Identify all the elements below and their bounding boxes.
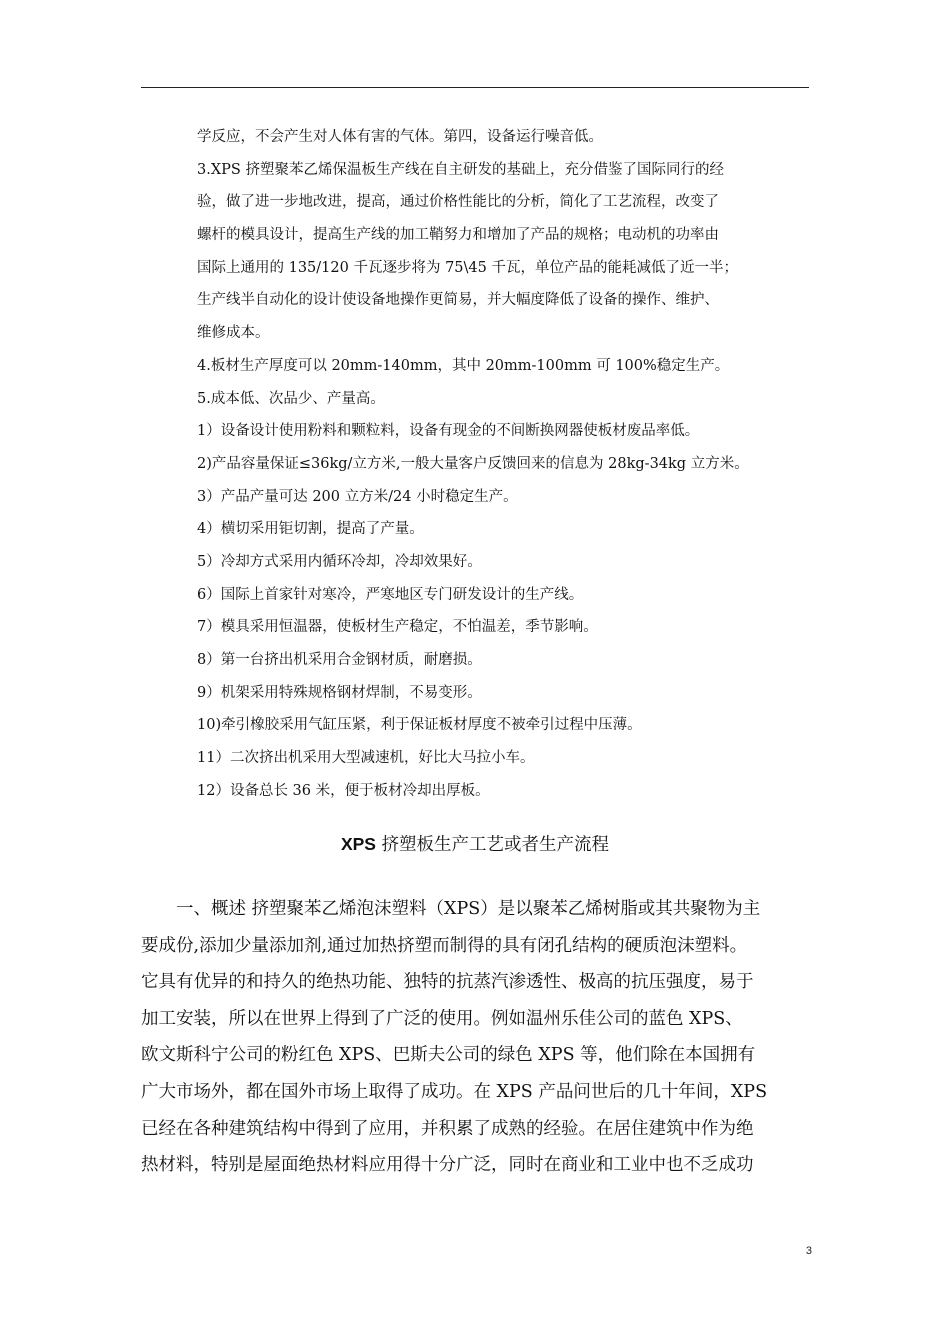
text-line: 国际上通用的 135/120 千瓦逐步将为 75\45 千瓦，单位产品的能耗减低了近一半； bbox=[197, 259, 738, 276]
text-line: 5.成本低、次品少、产量高。 bbox=[197, 390, 385, 407]
list-item: 1）设备设计使用粉料和颗粒料，设备有现金的不间断换网器使板材废品率低。 bbox=[197, 423, 700, 440]
list-item: 7）模具采用恒温器，使板材生产稳定，不怕温差，季节影响。 bbox=[197, 619, 598, 636]
list-item: 6）国际上首家针对寒冷，严寒地区专门研发设计的生产线。 bbox=[197, 586, 584, 603]
paragraph-line: 热材料，特别是屋面绝热材料应用得十分广泛，同时在商业和工业中也不乏成功 bbox=[141, 1155, 754, 1176]
section-title-text: 挤塑板生产工艺或者生产流程 bbox=[375, 835, 610, 855]
list-item: 12）设备总长 36 米，便于板材冷却出厚板。 bbox=[197, 782, 490, 799]
paragraph-line: 已经在各种建筑结构中得到了应用，并积累了成熟的经验。在居住建筑中作为绝 bbox=[141, 1118, 754, 1139]
text-line: 螺杆的模具设计，提高生产线的加工鞘努力和增加了产品的规格；电动机的功率由 bbox=[197, 227, 719, 244]
overview-paragraph bbox=[141, 891, 811, 1184]
paragraph-line: 广大市场外，都在国外市场上取得了成功。在 XPS 产品问世后的几十年间，XPS bbox=[141, 1081, 768, 1102]
list-item: 5）冷却方式采用内循环冷却，冷却效果好。 bbox=[197, 553, 482, 570]
text-line: 学反应，不会产生对人体有害的气体。第四，设备运行噪音低。 bbox=[197, 129, 603, 145]
text-line: 4.板材生产厚度可以 20mm-140mm，其中 20mm-100mm 可 100%稳定生产。 bbox=[197, 357, 730, 374]
section-title bbox=[0, 830, 950, 859]
text-line: 验，做了进一步地改进，提高，通过价格性能比的分析，简化了工艺流程，改变了 bbox=[197, 194, 719, 211]
page-number: 3 bbox=[805, 1245, 812, 1257]
paragraph-line: 它具有优异的和持久的绝热功能、独特的抗蒸汽渗透性、极高的抗压强度，易于 bbox=[141, 972, 754, 993]
paragraph-line: 一、概述 挤塑聚苯乙烯泡沫塑料（XPS）是以聚苯乙烯树脂或其共聚物为主 bbox=[176, 899, 761, 919]
paragraph-line: 加工安装，所以在世界上得到了广泛的使用。例如温州乐佳公司的蓝色 XPS、 bbox=[141, 1008, 743, 1029]
text-line: 维修成本。 bbox=[197, 325, 270, 342]
list-item: 9）机架采用特殊规格钢材焊制，不易变形。 bbox=[197, 684, 482, 701]
list-item: 11）二次挤出机采用大型减速机，好比大马拉小车。 bbox=[197, 750, 535, 767]
list-item: 4）横切采用钜切割，提高了产量。 bbox=[197, 521, 424, 538]
list-item: 3）产品产量可达 200 立方米/24 小时稳定生产。 bbox=[197, 488, 518, 505]
list-item: 10)牵引橡胶采用气缸压紧，利于保证板材厚度不被牵引过程中压薄。 bbox=[197, 717, 642, 734]
text-line: 生产线半自动化的设计使设备地操作更简易，并大幅度降低了设备的操作、维护、 bbox=[197, 292, 719, 309]
header-rule bbox=[141, 87, 809, 88]
section-title-latin: XPS bbox=[340, 834, 376, 854]
text-line: 3.XPS 挤塑聚苯乙烯保温板生产线在自主研发的基础上，充分借鉴了国际同行的经 bbox=[197, 161, 724, 178]
list-item: 2)产品容量保证≤36kg/立方米,一般大量客户反馈回来的信息为 28kg-34kg 立方米。 bbox=[197, 455, 749, 472]
list-item: 8）第一台挤出机采用合金钢材质，耐磨损。 bbox=[197, 652, 482, 668]
feature-list bbox=[197, 121, 817, 807]
paragraph-line: 欧文斯科宁公司的粉红色 XPS、巴斯夫公司的绿色 XPS 等，他们除在本国拥有 bbox=[141, 1045, 756, 1066]
paragraph-line: 要成份,添加少量添加剂,通过加热挤塑而制得的具有闭孔结构的硬质泡沫塑料。 bbox=[141, 935, 748, 956]
